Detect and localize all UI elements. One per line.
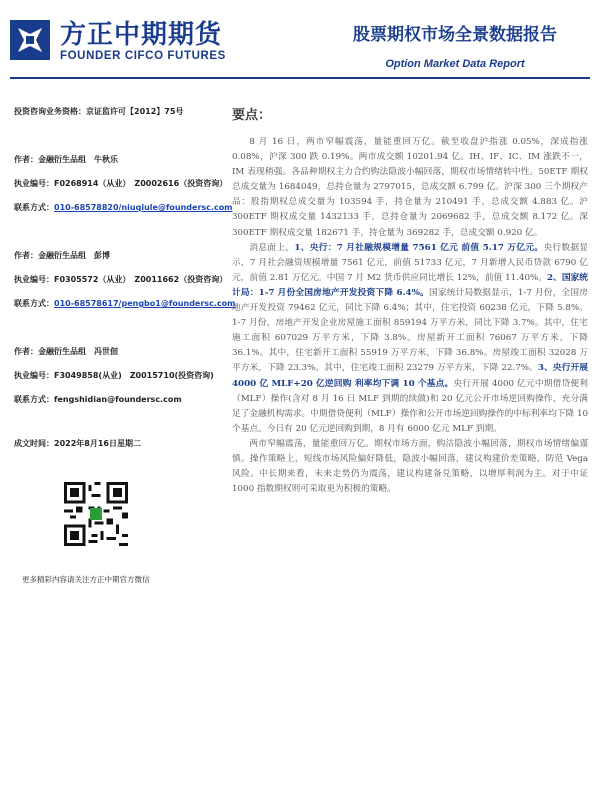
news-intro: 消息面上， <box>249 242 295 253</box>
news-headline-2: 2、国家统计局：1-7 月份全国房地产开发投资下降 6.4%。 <box>232 272 588 298</box>
report-date: 成文时间：2022年8月16日星期二 <box>14 439 141 448</box>
strategy-paragraph: 两市窄幅震荡，量能重回万亿。期权市场方面，购沽隐波小幅回落，期权市场情绪偏谨慎。操作策略上，短线市场风险偏好降低，隐波小幅回落，建议构建价差策略，防范 Vega 风险。中长期来看，未来走势仍为震荡，建议构建备兑策略，以增厚利润为主。对于中证 1000 指数期权则可采取更为积极的策略。 <box>232 438 588 495</box>
analyst-author: 作者：金融衍生品组 冯世佃 <box>14 347 118 356</box>
news-headline-1: 1、央行：7 月社融规模增量 7561 亿元 前值 5.17 万亿元。 <box>294 242 544 253</box>
brand-name-cn: 方正中期期货 <box>60 20 223 50</box>
qr-caption: 更多精彩内容请关注方正中期官方微信 <box>22 575 150 584</box>
analyst-contact-link[interactable]: 010-68578617/pengbo1@foundersc.com <box>54 299 236 308</box>
report-subtitle: Option Market Data Report <box>385 58 525 70</box>
contact-label: 联系方式： <box>14 299 54 308</box>
news-body-3: 央行开展 4000 亿元中期借贷便利（MLF）操作(含对 8 月 16 日 MLF 到期的续做)和 20 亿元公开市场逆回购操作，充分满足了金融机构需求。中期借贷便利（MLF）操作和公开市场逆回购操作的中标利率均下降 10 个基点。今日有 20 亿元逆回购到期，8 月有 6000 亿元 MLF 到期。 <box>232 378 588 434</box>
report-header <box>0 0 600 75</box>
report-title: 股票期权市场全景数据报告 <box>353 25 557 45</box>
news-body-1: 央行数据显示，7 月社会融资规模增量 7561 亿元，前值 51733 亿元，7 月新增人民币贷款 6790 亿元，前值 2.81 万亿元。中国 7 月 M2 货币供应同比增长 12%，前值 11.40%。 <box>232 242 589 283</box>
news-body-2: 国家统计局数据显示，1-7 月份，全国房地产开发投资 79462 亿元，同比下降 6.4%；其中，住宅投资 60238 亿元，下降 5.8%。1-7 月份，房地产开发企业房屋施工面积 859194 万平方米，同比下降 3.7%。其中，住宅施工面积 607029 万平方米，下降 3.8%。房屋新开工面积 76067 万平方米，下降 36.1%。其中，住宅新开工面积 55919 万平方米，下降 36.8%。房屋竣工面积 32028 万平方米，下降 23.3%。其中，住宅竣工面积 23279 万平方米，下降 22.7%。 <box>232 287 588 374</box>
analyst-contact-row <box>14 394 182 405</box>
news-headline-3: 3、央行开展 4000 亿 MLF+20 亿逆回购 利率均下调 10 个基点。 <box>232 363 588 389</box>
header-divider <box>10 77 590 79</box>
key-points-section <box>232 104 588 497</box>
analyst-contact: fengshidian@foundersc.com <box>54 395 182 404</box>
contact-label: 联系方式： <box>14 203 54 212</box>
analyst-author: 作者：金融衍生品组 牛秋乐 <box>14 155 118 164</box>
analyst-contact-row <box>14 298 235 309</box>
section-heading: 要点： <box>232 108 272 123</box>
market-summary-paragraph: 8 月 16 日，两市窄幅震荡，量能重回万亿。截至收盘沪指涨 0.05%，深成指涨 0.08%，沪深 300 跌 0.19%。两市成交额 10201.94 亿。IH、IF、IC、IM 涨跌不一，IM 表现稍强。各品种期权主力合约购法隐波小幅回落，期权市场情绪转中性。50ETF 期权总成交量为 1684049，总持仓量为 2797015，总成交额 6.799 亿。沪深 300 三个期权产品：股指期权总成交量为 103594 手，持仓量为 210491 手，总成交额 4.883 亿。沪 300ETF 期权成交量 1432133 手，总持仓量为 2069682 手，总成交额 8.172 亿。深 300ETF 期权成交量 182671 手，持仓量为 369282 手，总成交额 0.920 亿。 <box>232 137 588 238</box>
founder-logo-icon <box>10 20 50 60</box>
analyst-contact-row <box>14 202 233 213</box>
contact-label: 联系方式： <box>14 395 54 404</box>
brand-name-en: FOUNDER CIFCO FUTURES <box>60 50 226 62</box>
license-line: 投资咨询业务资格：京证监许可【2012】75号 <box>14 107 184 116</box>
analyst-contact-link[interactable]: 010-68578820/niuqiule@foundersc.com <box>54 203 233 212</box>
analyst-cert: 执业编号：F3049858(从业) Z0015710(投资咨询) <box>14 371 214 380</box>
analyst-author: 作者：金融衍生品组 彭博 <box>14 251 110 260</box>
analyst-cert: 执业编号：F0305572（从业） Z0011662（投资咨询） <box>14 275 228 284</box>
analyst-cert: 执业编号：F0268914（从业） Z0002616（投资咨询） <box>14 179 228 188</box>
wechat-qr-code-icon <box>64 482 128 546</box>
news-paragraph <box>232 241 588 437</box>
